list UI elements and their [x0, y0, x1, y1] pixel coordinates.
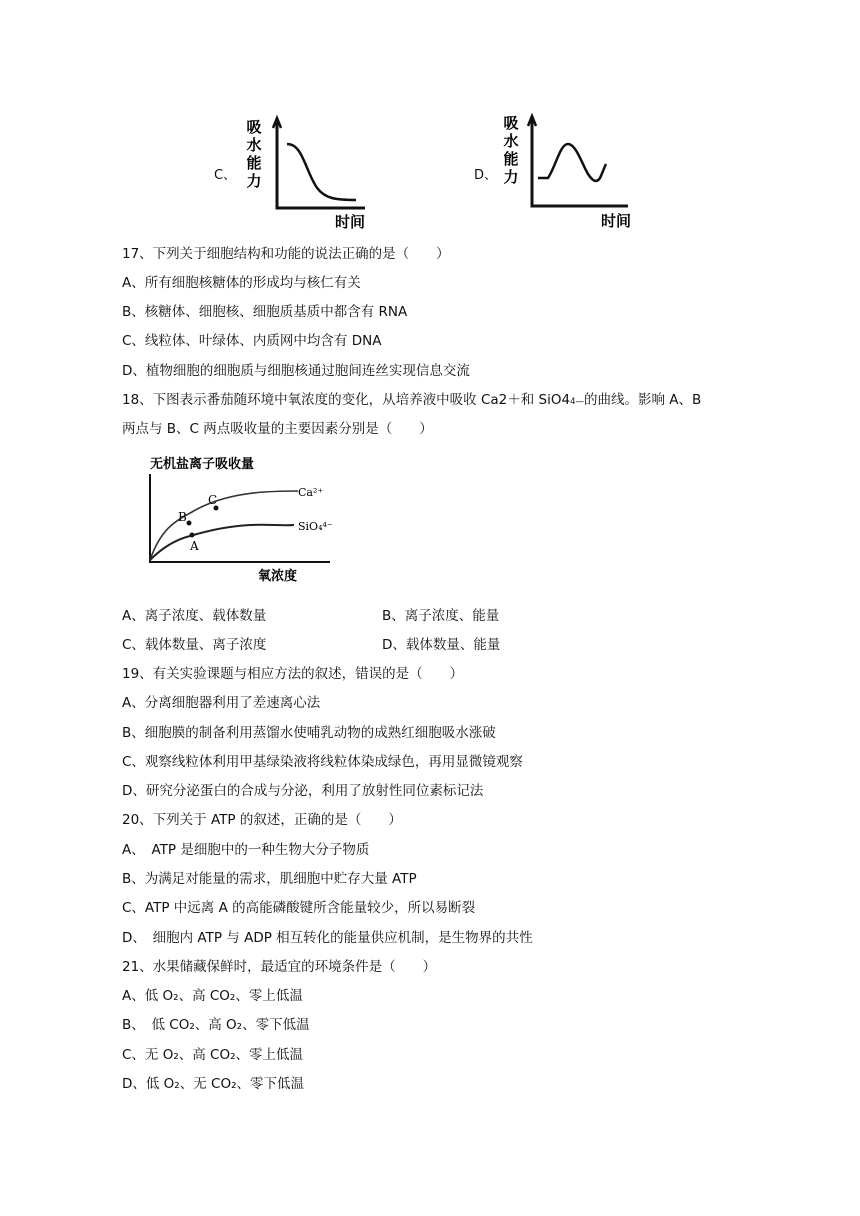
- q18-point-b: [187, 521, 192, 526]
- fig-d-xlabel: 时间: [600, 212, 632, 230]
- q18-ca-label: Ca²⁺: [298, 486, 324, 499]
- q18-si-label: SiO₄⁴⁻: [298, 520, 333, 533]
- q18-point-c-label: C: [208, 493, 218, 507]
- q17-option-a: A、所有细胞核糖体的形成均与核仁有关: [122, 275, 361, 291]
- q20-option-a: A、 ATP 是细胞中的一种生物大分子物质: [122, 842, 370, 858]
- q21-stem: 21、水果储藏保鲜时，最适宜的环境条件是（ ）: [122, 959, 437, 975]
- fig-c-ylabel-2: 水: [246, 136, 262, 154]
- q21-option-a: A、低 O₂、高 CO₂、零上低温: [122, 988, 303, 1004]
- q18-stem: [122, 391, 701, 411]
- q18-point-a: [190, 533, 195, 538]
- q19-option-d: D、研究分泌蛋白的合成与分泌，利用了放射性同位素标记法: [122, 783, 484, 799]
- q19-option-a: A、分离细胞器利用了差速离心法: [122, 695, 321, 711]
- q18-stem-pre: 18、下图表示番茄随环境中氧浓度的变化，从培养液中吸收 Ca2＋和 SiO4: [122, 392, 571, 408]
- q18-options-row-2: [122, 636, 501, 654]
- q18-point-a-label: A: [190, 539, 199, 553]
- q18-chart-xlabel: 氧浓度: [258, 569, 298, 584]
- fig-d-ylabel-4: 力: [503, 168, 519, 186]
- fig-c-ylabel-4: 力: [246, 172, 262, 190]
- q18-point-b-label: B: [178, 510, 187, 524]
- q18-option-c: C、载体数量、离子浓度: [122, 637, 267, 653]
- q17-option-b: B、核糖体、细胞核、细胞质基质中都含有 RNA: [122, 304, 408, 320]
- q21-option-b: B、 低 CO₂、高 O₂、零下低温: [122, 1017, 310, 1033]
- fig-c-curve: [287, 144, 356, 200]
- fig-c-xlabel: 时间: [334, 213, 366, 231]
- q17-option-d: D、植物细胞的细胞质与细胞核通过胞间连丝实现信息交流: [122, 363, 470, 379]
- q18-options-row-1: [122, 607, 500, 625]
- q19-stem: 19、有关实验课题与相应方法的叙述，错误的是（ ）: [122, 666, 464, 682]
- q18-stem-post: 的曲线。影响 A、B: [584, 392, 702, 408]
- fig-d-ylabel-1: 吸: [503, 114, 519, 132]
- fig-d-ylabel-2: 水: [503, 132, 519, 150]
- q20-option-b: B、为满足对能量的需求，肌细胞中贮存大量 ATP: [122, 871, 417, 887]
- q18-option-a: A、离子浓度、载体数量: [122, 608, 267, 624]
- q18-option-b: B、离子浓度、能量: [382, 608, 500, 624]
- fig-c-axes: [277, 120, 365, 208]
- q17-stem: 17、下列关于细胞结构和功能的说法正确的是（ ）: [122, 246, 450, 262]
- fig-d-axes: [532, 116, 628, 206]
- q18-stem-sub: 4—: [570, 397, 585, 407]
- fig-d-ylabel-3: 能: [503, 150, 519, 168]
- q19-option-c: C、观察线粒体利用甲基绿染液将线粒体染成绿色，再用显微镜观察: [122, 754, 523, 770]
- fig-c-graph: [240, 112, 370, 232]
- fig-c-ylabel-3: 能: [246, 154, 262, 172]
- fig-c-ylabel-1: 吸: [246, 118, 262, 136]
- fig-d-curve: [538, 144, 606, 181]
- q18-stem-2: 两点与 B、C 两点吸收量的主要因素分别是（ ）: [122, 421, 433, 437]
- q20-option-c: C、ATP 中远离 A 的高能磷酸键所含能量较少，所以易断裂: [122, 900, 476, 916]
- q18-option-d: D、载体数量、能量: [382, 637, 501, 653]
- q21-option-c: C、无 O₂、高 CO₂、零上低温: [122, 1047, 304, 1063]
- q19-option-b: B、细胞膜的制备利用蒸馏水使哺乳动物的成熟红细胞吸水涨破: [122, 725, 496, 741]
- fig-d-label: D、: [474, 168, 498, 183]
- q18-chart: [140, 454, 340, 586]
- q21-option-d: D、低 O₂、无 CO₂、零下低温: [122, 1076, 304, 1092]
- q20-option-d: D、 细胞内 ATP 与 ADP 相互转化的能量供应机制，是生物界的共性: [122, 930, 533, 946]
- q17-option-c: C、线粒体、叶绿体、内质网中均含有 DNA: [122, 333, 382, 349]
- fig-c-label: C、: [214, 168, 237, 183]
- q18-si-curve: [150, 525, 294, 560]
- fig-d-graph: [498, 108, 648, 232]
- q20-stem: 20、下列关于 ATP 的叙述，正确的是（ ）: [122, 812, 402, 828]
- q18-chart-ylabel: 无机盐离子吸收量: [150, 457, 255, 472]
